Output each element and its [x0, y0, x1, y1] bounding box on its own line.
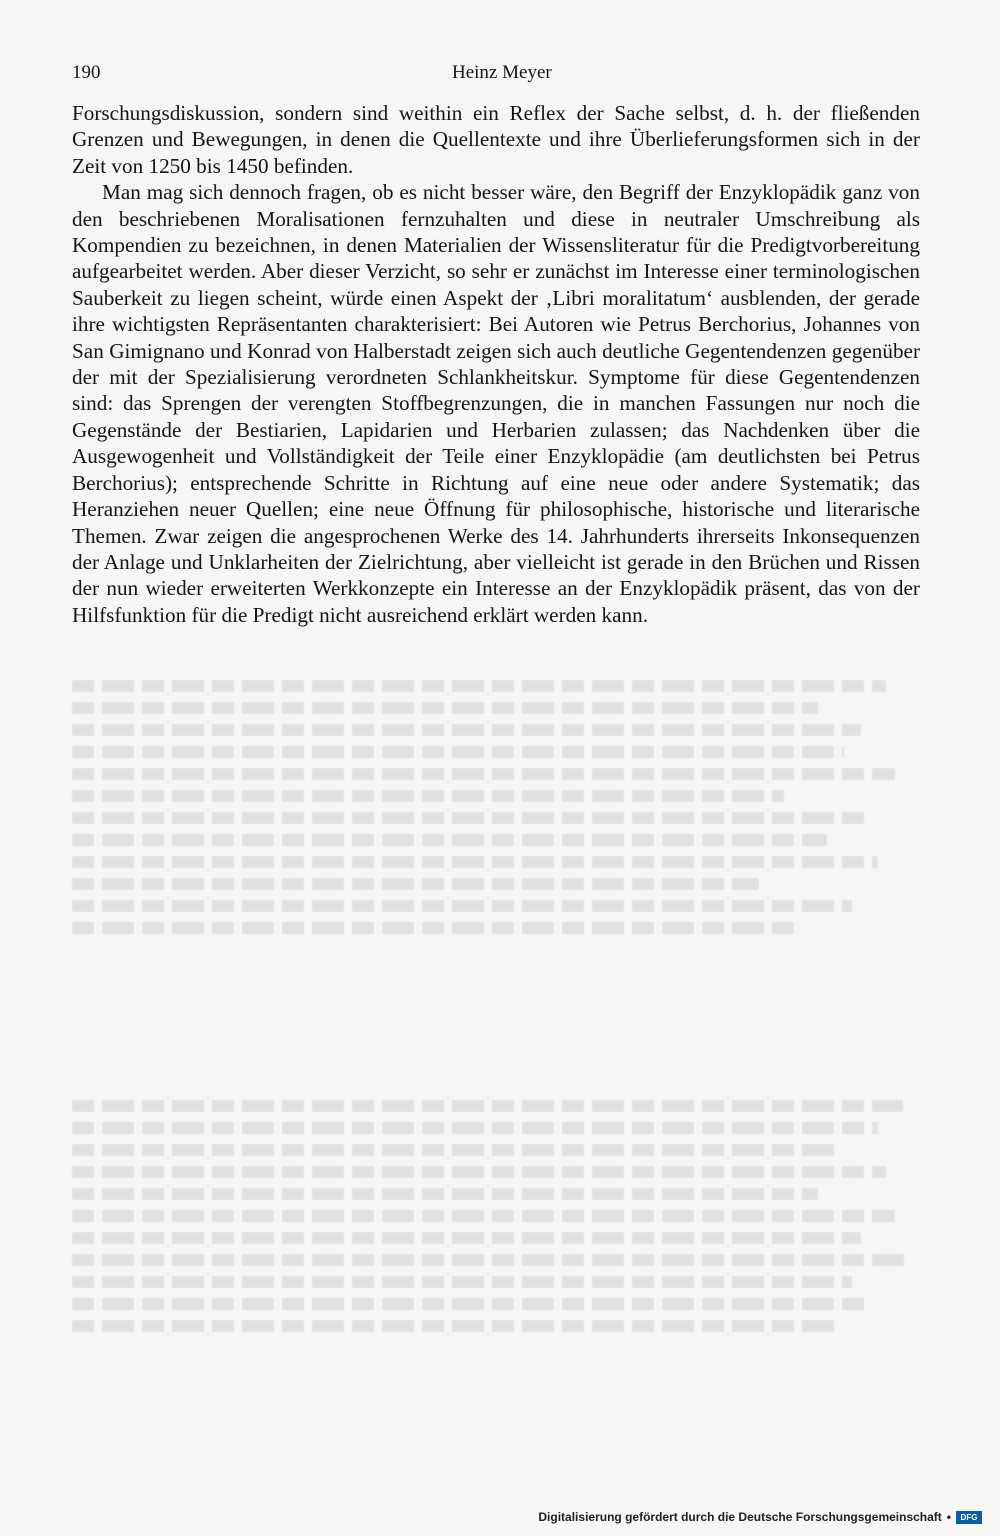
paragraph-main: Man mag sich dennoch fragen, ob es nicht besser wäre, den Begriff der Enzyklopädik ganz von den beschriebenen Moralisationen fernzuhalten und diese in neutraler Umschreibung als Kompendien zu bezeichnen, in denen Materialien der Wissensliteratur für die Predigtvorbereitung aufgearbeitet werden. Aber dieser Verzicht, so sehr er zunächst im Interesse einer terminologischen Sauberkeit zu liegen scheint, würde einen Aspekt der ‚Libri moralitatum‘ ausblenden, der gerade ihre wichtigsten Repräsentanten charakterisiert: Bei Autoren wie Petrus Berchorius, Johannes von San Gimignano und Konrad von Halberstadt zeigen sich auch deutliche Gegentendenzen gegenüber der mit der Spezialisierung verordneten Schlankheitskur. Symptome für diese Gegentendenzen sind: das Sprengen der verengten Stoffbegrenzungen, die in manchen Fassungen nur noch die Gegenstände der Bestiarien, Lapidarien und Herbarien zulassen; das Nachdenken über die Ausgewogenheit und Vollständigkeit der Teile einer Enzyklopädie (am deutlichsten bei Petrus Berchorius); entsprechende Schritte in Richtung auf eine neue oder andere Systematik; das Heranziehen neuer Quellen; eine neue Öffnung für philosophische, historische und literarische Themen. Zwar zeigen die angesprochenen Werke des 14. Jahrhunderts ihrerseits Inkonsequenzen der Anlage und Unklarheiten der Zielrichtung, aber vielleicht ist gerade in den Brüchen und Rissen der nun wieder erweiterten Werkkonzepte ein Interesse an der Enzyklopädik präsent, das von der Hilfsfunktion für die Predigt nicht ausreichend erklärt werden kann. — [72, 180, 920, 627]
paragraph-continuation: Forschungsdiskussion, sondern sind weithin ein Reflex der Sache selbst, d. h. der fließenden Grenzen und Bewegungen, in denen die Quellentexte und ihre Überlieferungsformen sich in der Zeit von 1250 bis 1450 befinden. — [72, 101, 920, 178]
main-text — [72, 100, 920, 628]
bleed-through-texture — [72, 680, 920, 1440]
digitization-footer — [538, 1506, 982, 1528]
footer-separator: • — [946, 1510, 951, 1524]
dfg-logo-icon: DFG — [956, 1511, 982, 1524]
page-number: 190 — [72, 62, 101, 83]
funding-credit: Digitalisierung gefördert durch die Deutsche Forschungsgemeinschaft — [538, 1510, 942, 1524]
running-head — [72, 62, 932, 90]
running-head-author: Heinz Meyer — [452, 62, 552, 83]
